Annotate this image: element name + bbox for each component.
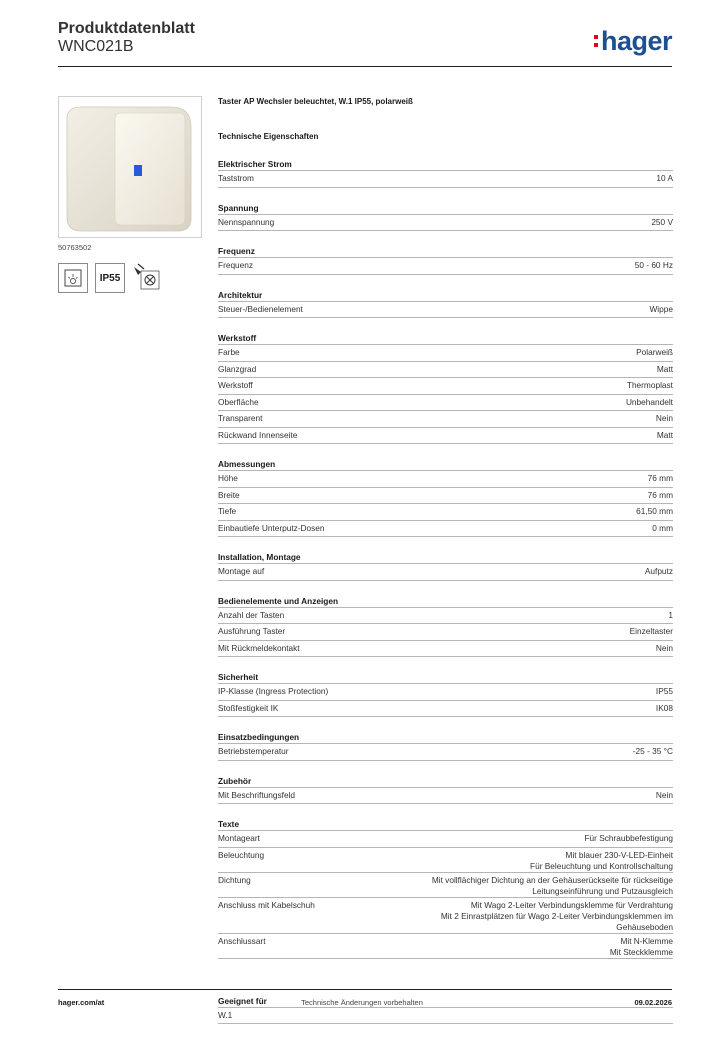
spec-row xyxy=(218,640,673,658)
article-number: 50763502 xyxy=(58,243,92,252)
spec-group-title: Sicherheit xyxy=(218,672,259,682)
spec-label: Dichtung xyxy=(218,874,251,885)
spec-group xyxy=(218,245,673,275)
spec-row xyxy=(218,933,673,959)
spec-value: Für Schraubbefestigung xyxy=(584,833,673,843)
spec-value: Mit blauer 230-V-LED-Einheit Für Beleuchtung und Kontrollschaltung xyxy=(530,849,673,871)
spec-row xyxy=(218,683,673,700)
spec-group-title: Einsatzbedingungen xyxy=(218,732,300,742)
spec-row xyxy=(218,1007,673,1025)
spec-group-title: Texte xyxy=(218,819,240,829)
logo-colon-icon xyxy=(594,32,598,48)
spec-group-title: Elektrischer Strom xyxy=(218,159,292,169)
spec-group xyxy=(218,731,673,761)
spec-row xyxy=(218,377,673,394)
section-heading: Technische Eigenschaften xyxy=(218,132,319,141)
spec-row xyxy=(218,897,673,933)
spec-row xyxy=(218,847,673,872)
spec-value: Mit Wago 2-Leiter Verbindungsklemme für Verdrahtung Mit 2 Einrastplätzen für Wago 2-Leiter Verbindungsklemmen im Gehäuseboden xyxy=(440,899,673,932)
spec-value: Aufputz xyxy=(644,566,673,576)
header-divider xyxy=(58,66,672,67)
spec-value: Mit vollflächiger Dichtung an der Gehäuserückseite für rückseitige Leitungseinführung und Putzausgleich xyxy=(431,874,673,896)
spec-row xyxy=(218,394,673,411)
switch-product-icon xyxy=(59,97,201,237)
spec-row xyxy=(218,787,673,805)
spec-group-title: Abmessungen xyxy=(218,459,276,469)
spec-value: Thermoplast xyxy=(626,380,673,390)
spec-value: -25 - 35 °C xyxy=(632,746,673,756)
spec-group xyxy=(218,458,673,537)
light-indicator-icon xyxy=(58,263,88,293)
spec-group xyxy=(218,595,673,658)
spec-label: Taststrom xyxy=(218,173,254,183)
spec-label: Rückwand Innenseite xyxy=(218,429,298,440)
spec-group-title: Bedienelemente und Anzeigen xyxy=(218,595,339,606)
spec-row xyxy=(218,470,673,487)
spec-label: Farbe xyxy=(218,347,240,357)
led-indicator xyxy=(134,165,142,176)
spec-group-title: Installation, Montage xyxy=(218,552,301,562)
spec-row xyxy=(218,563,673,581)
spec-label: Ausführung Taster xyxy=(218,626,286,636)
footer-divider xyxy=(58,989,672,990)
spec-row xyxy=(218,607,673,624)
spec-row xyxy=(218,361,673,378)
spec-label: Anzahl der Tasten xyxy=(218,609,285,620)
spec-group xyxy=(218,332,673,444)
spec-row xyxy=(218,301,673,319)
spec-row xyxy=(218,743,673,761)
spec-group xyxy=(218,551,673,581)
product-image xyxy=(58,96,202,238)
spec-row xyxy=(218,427,673,445)
spec-value: 250 V xyxy=(651,216,673,227)
spec-label: Mit Rückmeldekontakt xyxy=(218,642,300,653)
footer-disclaimer: Technische Änderungen vorbehalten xyxy=(301,998,423,1007)
spec-value: Nein xyxy=(655,642,673,653)
spec-label: Anschluss mit Kabelschuh xyxy=(218,899,315,910)
spec-value: Nein xyxy=(655,789,673,800)
spec-group xyxy=(218,818,673,959)
spec-row xyxy=(218,257,673,275)
spec-label: Steuer-/Bedienelement xyxy=(218,303,303,314)
spec-label: Glanzgrad xyxy=(218,363,257,374)
spec-row xyxy=(218,410,673,427)
spec-label: Betriebstemperatur xyxy=(218,746,289,756)
spec-group xyxy=(218,775,673,805)
spec-groups xyxy=(218,158,673,959)
spec-group-title: Werkstoff xyxy=(218,333,257,343)
spec-label: Breite xyxy=(218,489,240,500)
spec-value: 50 - 60 Hz xyxy=(634,260,673,270)
spec-label: W.1 xyxy=(218,1009,233,1020)
spec-label: Einbautiefe Unterputz-Dosen xyxy=(218,522,325,533)
product-description: Taster AP Wechsler beleuchtet, W.1 IP55, polarweiß xyxy=(218,97,413,106)
spec-label: Nennspannung xyxy=(218,216,275,227)
spec-label: Höhe xyxy=(218,473,238,483)
spec-value: Mit N-Klemme Mit Steckklemme xyxy=(609,935,673,957)
spec-label: Stoßfestigkeit IK xyxy=(218,702,279,713)
spec-group xyxy=(218,671,673,717)
spec-row xyxy=(218,487,673,504)
spec-label: Frequenz xyxy=(218,260,254,270)
spec-row xyxy=(218,170,673,188)
spec-label: IP-Klasse (Ingress Protection) xyxy=(218,686,329,696)
spec-value: Polarweiß xyxy=(636,347,673,357)
spec-value: 1 xyxy=(668,609,673,620)
spec-group xyxy=(218,289,673,319)
footer-website: hager.com/at xyxy=(58,998,105,1007)
spec-value: Unbehandelt xyxy=(625,396,673,407)
spec-label: Beleuchtung xyxy=(218,849,265,860)
spec-value: 61,50 mm xyxy=(636,506,673,516)
spec-group xyxy=(218,202,673,232)
spec-value: Einzeltaster xyxy=(629,626,673,636)
spec-group-title: Frequenz xyxy=(218,246,255,256)
spec-value: Nein xyxy=(655,413,673,423)
spec-row xyxy=(218,214,673,232)
spec-group-title: Geeignet für xyxy=(218,995,267,1006)
spec-label: Montageart xyxy=(218,833,260,843)
ip55-badge: IP55 xyxy=(95,263,125,293)
spec-value: Matt xyxy=(656,429,673,440)
spec-group-title: Zubehör xyxy=(218,775,252,786)
spec-row xyxy=(218,503,673,520)
spec-label: Oberfläche xyxy=(218,396,259,407)
product-code: WNC021B xyxy=(58,38,134,55)
spec-row xyxy=(218,830,673,847)
spec-label: Mit Beschriftungsfeld xyxy=(218,789,296,800)
spec-row xyxy=(218,623,673,640)
spec-value: 10 A xyxy=(656,173,673,183)
spec-label: Werkstoff xyxy=(218,380,253,390)
spec-group-title: Spannung xyxy=(218,202,259,213)
page-title: Produktdatenblatt xyxy=(58,20,195,37)
spec-row xyxy=(218,520,673,538)
footer-date: 09.02.2026 xyxy=(634,998,672,1007)
spec-group-title: Architektur xyxy=(218,289,263,300)
spec-group xyxy=(218,158,673,188)
spec-value: IP55 xyxy=(655,686,673,696)
spec-label: Montage auf xyxy=(218,566,265,576)
spec-value: Wippe xyxy=(649,303,673,314)
spec-label: Transparent xyxy=(218,413,263,423)
spec-row xyxy=(218,344,673,361)
specification-table xyxy=(218,97,673,1038)
spec-label: Anschlussart xyxy=(218,935,266,946)
spec-row xyxy=(218,700,673,718)
spec-value: Matt xyxy=(656,363,673,374)
hager-logo: hager xyxy=(594,26,672,57)
spec-value: IK08 xyxy=(655,702,673,713)
spray-protection-icon xyxy=(132,263,160,291)
spec-label: Tiefe xyxy=(218,506,237,516)
spec-value: 76 mm xyxy=(647,473,673,483)
spec-value: 0 mm xyxy=(652,522,673,533)
spec-row xyxy=(218,872,673,897)
spec-value: 76 mm xyxy=(647,489,673,500)
